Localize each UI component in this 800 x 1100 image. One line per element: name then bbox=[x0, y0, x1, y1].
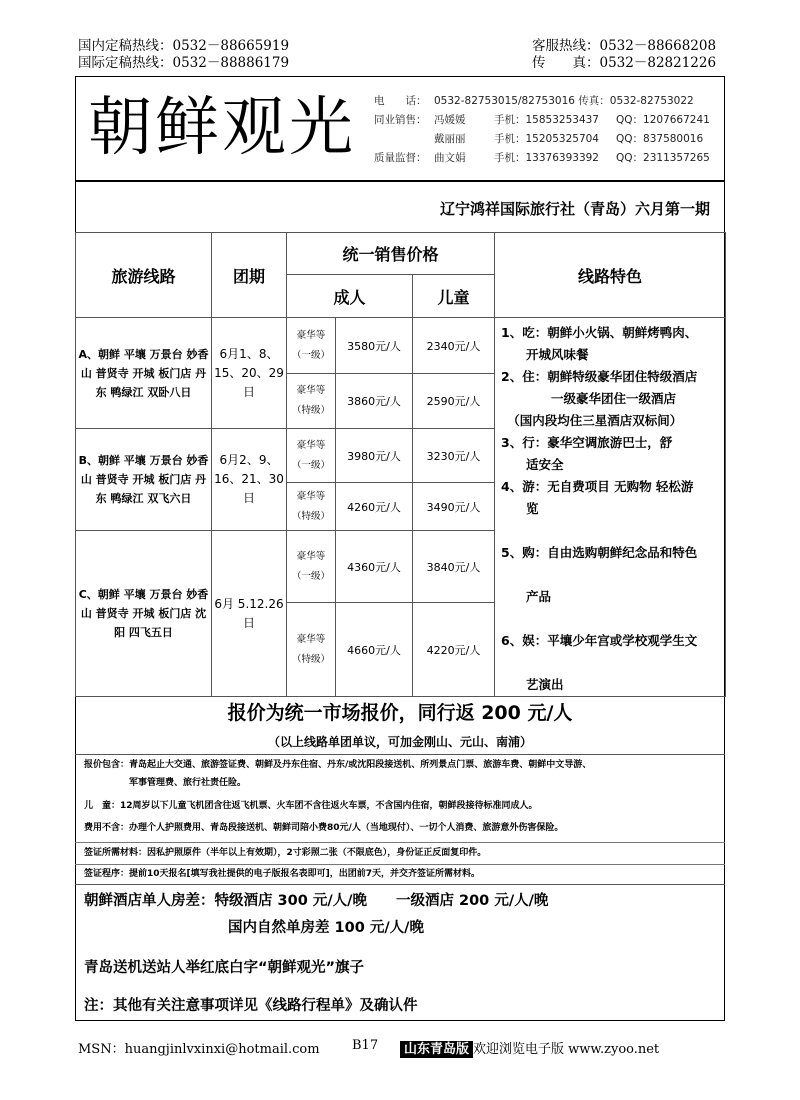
feature-line: 产品 bbox=[501, 589, 552, 604]
tier-cell: 豪华等 （一级） bbox=[287, 429, 336, 483]
features-list bbox=[501, 322, 719, 696]
child-price: 2590元/人 bbox=[413, 374, 495, 429]
tier-cell: 豪华等 （一级） bbox=[287, 531, 336, 603]
tier-cell: 豪华等 （特级） bbox=[287, 603, 336, 697]
contact-mobile: 手机：13376393392 bbox=[494, 152, 599, 164]
feature-line: 2、住：朝鲜特级豪华团住特级酒店 bbox=[501, 369, 698, 384]
website-link[interactable]: 欢迎浏览电子版 www.zyoo.net bbox=[473, 1042, 660, 1057]
contact-label: 质量监督： bbox=[374, 152, 427, 164]
msn-contact: MSN：huangjinlvxinxi@hotmail.com bbox=[78, 1042, 320, 1057]
route-cell: B、朝鲜 平壤 万景台 妙香山 普贤寺 开城 板门店 丹东 鸭绿江 双飞六日 bbox=[76, 429, 212, 531]
note-visa-procedure: 签证程序：提前10天报名[填写我社提供的电子版报名表即可]，出团前7天，并交齐签证所需材料。 bbox=[84, 869, 481, 879]
route-cell: A、朝鲜 平壤 万景台 妙香山 普贤寺 开城 板门店 丹东 鸭绿江 双卧八日 bbox=[76, 318, 212, 429]
international-hotline: 国际定稿热线：0532－88886179 bbox=[78, 55, 290, 71]
contact-label: 电 话： bbox=[374, 95, 427, 107]
table-row bbox=[76, 318, 726, 374]
itinerary-note: 注：其他有关注意事项详见《线路行程单》及确认件 bbox=[84, 998, 418, 1014]
page-title: 朝鲜观光 bbox=[88, 91, 356, 165]
contact-block bbox=[374, 92, 710, 168]
headline: 报价为统一市场报价，同行返 200 元/人 bbox=[227, 702, 573, 724]
feature-line bbox=[501, 520, 719, 542]
feature-line bbox=[501, 608, 719, 630]
fax-line: 传 真：0532－82821226 bbox=[532, 55, 717, 71]
header-route: 旅游线路 bbox=[76, 233, 212, 318]
contact-row-phone bbox=[374, 92, 710, 111]
contact-row bbox=[374, 130, 710, 149]
header-child: 儿童 bbox=[413, 275, 495, 318]
tier-cell: 豪华等 （特级） bbox=[287, 374, 336, 429]
feature-line: 览 bbox=[501, 501, 539, 516]
contact-name: 戴丽丽 bbox=[434, 133, 466, 145]
contact-mobile: 手机：15205325704 bbox=[494, 133, 599, 145]
domestic-hotline: 国内定稿热线：0532－88665919 bbox=[78, 38, 290, 54]
page-number: B17 bbox=[352, 1038, 379, 1053]
note-included-cont: 军事管理费、旅行社责任险。 bbox=[84, 778, 247, 788]
child-price: 2340元/人 bbox=[413, 318, 495, 374]
header-price: 统一销售价格 bbox=[287, 233, 495, 275]
service-hotline: 客服热线：0532－88668208 bbox=[532, 38, 717, 54]
adult-price: 3980元/人 bbox=[336, 429, 413, 483]
note-visa-materials: 签证所需材料：因私护照原件（半年以上有效期），2寸彩照二张（不限底色），身份证正反面复印件。 bbox=[84, 848, 487, 858]
header-period: 团期 bbox=[212, 233, 287, 318]
feature-line: 一级豪华团住一级酒店 bbox=[501, 391, 677, 406]
child-price: 3230元/人 bbox=[413, 429, 495, 483]
features-cell bbox=[495, 318, 726, 697]
adult-price: 4260元/人 bbox=[336, 483, 413, 531]
contact-row bbox=[374, 111, 710, 130]
feature-line: 开城风味餐 bbox=[501, 347, 589, 362]
contact-name: 冯媛媛 bbox=[434, 114, 466, 126]
period-cell: 6月2、9、16、21、30日 bbox=[212, 429, 287, 531]
divider bbox=[75, 884, 725, 885]
contact-qq: QQ：2311357265 bbox=[616, 152, 710, 164]
footer-edition bbox=[400, 1038, 659, 1057]
feature-line: 5、购：自由选购朝鲜纪念品和特色 bbox=[501, 545, 698, 560]
route-cell: C、朝鲜 平壤 万景台 妙香山 普贤寺 开城 板门店 沈阳 四飞五日 bbox=[76, 531, 212, 697]
contact-label: 同业销售： bbox=[374, 114, 427, 126]
adult-price: 4360元/人 bbox=[336, 531, 413, 603]
domestic-single-surcharge: 国内自然单房差 100 元/人/晚 bbox=[228, 920, 424, 936]
feature-line bbox=[501, 652, 719, 674]
feature-line: 1、吃：朝鲜小火锅、朝鲜烤鸭肉、 bbox=[501, 325, 698, 340]
divider bbox=[75, 864, 725, 865]
feature-line: 适安全 bbox=[501, 457, 564, 472]
feature-line: （国内段均住三星酒店双标间） bbox=[501, 413, 683, 428]
feature-line: 艺演出 bbox=[501, 677, 564, 692]
feature-line: 6、娱：平壤少年宫或学校观学生文 bbox=[501, 633, 698, 648]
header-adult: 成人 bbox=[287, 275, 413, 318]
child-price: 3840元/人 bbox=[413, 531, 495, 603]
tier-cell: 豪华等 （特级） bbox=[287, 483, 336, 531]
adult-price: 4660元/人 bbox=[336, 603, 413, 697]
tier-cell: 豪华等 （一级） bbox=[287, 318, 336, 374]
child-price: 4220元/人 bbox=[413, 603, 495, 697]
note-excluded: 费用不含：办理个人护照费用、青岛段接送机、朝鲜司陪小费80元/人（当地现付）、一切个人消费、旅游意外伤害保险。 bbox=[84, 823, 564, 833]
issue-title: 辽宁鸿祥国际旅行社（青岛）六月第一期 bbox=[439, 200, 710, 218]
child-price: 3490元/人 bbox=[413, 483, 495, 531]
contact-qq: QQ：1207667241 bbox=[616, 114, 710, 126]
feature-line: 4、游：无自费项目 无购物 轻松游 bbox=[501, 479, 694, 494]
contact-row bbox=[374, 149, 710, 168]
divider bbox=[75, 754, 725, 755]
header-divider bbox=[75, 180, 725, 182]
note-included: 报价包含：青岛起止大交通、旅游签证费、朝鲜及丹东住宿、丹东/或沈阳段接送机、所列景点门票、旅游车费、朝鲜中文导游、 bbox=[84, 760, 592, 770]
note-children: 儿 童：12周岁以下儿童飞机团含往返飞机票、火车团不含往返火车票，不含国内住宿，朝鲜段接待标准同成人。 bbox=[84, 801, 538, 811]
divider bbox=[75, 842, 725, 843]
single-room-surcharge: 朝鲜酒店单人房差：特级酒店 300 元/人/晚 一级酒店 200 元/人/晚 bbox=[84, 893, 549, 909]
feature-line: 3、行：豪华空调旅游巴士，舒 bbox=[501, 435, 673, 450]
period-cell: 6月1、8、15、20、29日 bbox=[212, 318, 287, 429]
contact-name: 曲文娟 bbox=[434, 152, 466, 164]
contact-phone: 0532-82753015/82753016 传真：0532-82753022 bbox=[434, 95, 694, 107]
contact-mobile: 手机：15853253437 bbox=[494, 114, 599, 126]
price-table bbox=[75, 232, 726, 697]
feature-line bbox=[501, 564, 719, 586]
subheadline: （以上线路单团单议，可加金刚山、元山、南浦） bbox=[267, 735, 532, 749]
edition-badge: 山东青岛版 bbox=[400, 1041, 473, 1058]
flag-note: 青岛送机送站人举红底白字“朝鲜观光”旗子 bbox=[84, 960, 365, 976]
contact-qq: QQ：837580016 bbox=[616, 133, 704, 145]
period-cell: 6月 5.12.26日 bbox=[212, 531, 287, 697]
adult-price: 3860元/人 bbox=[336, 374, 413, 429]
adult-price: 3580元/人 bbox=[336, 318, 413, 374]
header-features: 线路特色 bbox=[495, 233, 726, 318]
